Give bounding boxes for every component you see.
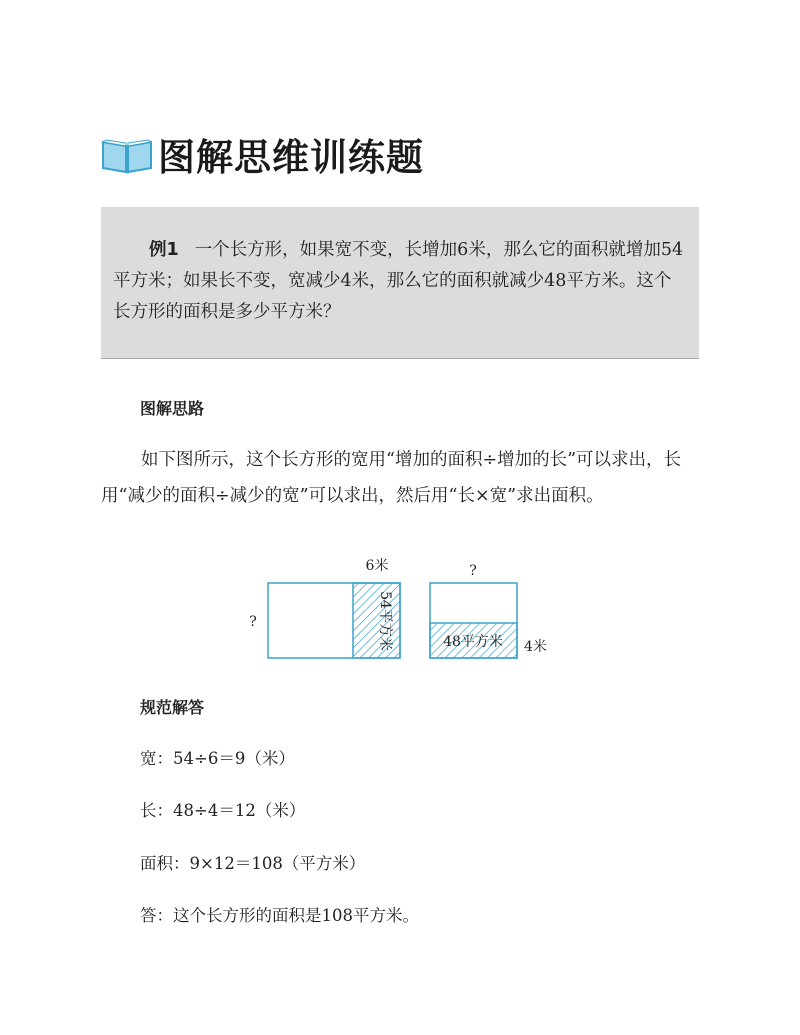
- left-side-label: ?: [249, 614, 257, 630]
- left-area-label: 54平方米: [377, 591, 393, 651]
- example-text: 一个长方形，如果宽不变，长增加6米，那么它的面积就增加54平方米；如果长不变，宽减少4米，那么它的面积就减少48平方米。这个长方形的面积是多少平方米？: [113, 240, 684, 322]
- right-top-label: ?: [469, 563, 477, 579]
- solution-line-answer: 答：这个长方形的面积是108平方米。: [140, 906, 419, 925]
- solution-line-width: 宽：54÷6＝9（米）: [140, 749, 295, 768]
- book-icon: [100, 132, 154, 176]
- left-top-label: 6米: [365, 558, 389, 574]
- right-area-label: 48平方米: [443, 634, 503, 650]
- title-row: [100, 124, 424, 184]
- analysis-heading: 图解思路: [140, 399, 205, 418]
- solution-line-length: 长：48÷4＝12（米）: [140, 801, 306, 820]
- right-side-label: 4米: [524, 639, 547, 655]
- area-diagram: [230, 550, 570, 665]
- example-label: 例1: [149, 240, 179, 260]
- solution-heading: 规范解答: [140, 698, 205, 717]
- analysis-text: 如下图所示，这个长方形的宽用“增加的面积÷增加的长”可以求出，长用“减少的面积÷减少的宽”可以求出，然后用“长×宽”求出面积。: [101, 450, 682, 506]
- example-paragraph: [113, 235, 687, 328]
- page-title: 图解思维训练题: [158, 136, 424, 179]
- solution-line-area: 面积：9×12＝108（平方米）: [140, 854, 366, 873]
- example-box: [101, 207, 699, 359]
